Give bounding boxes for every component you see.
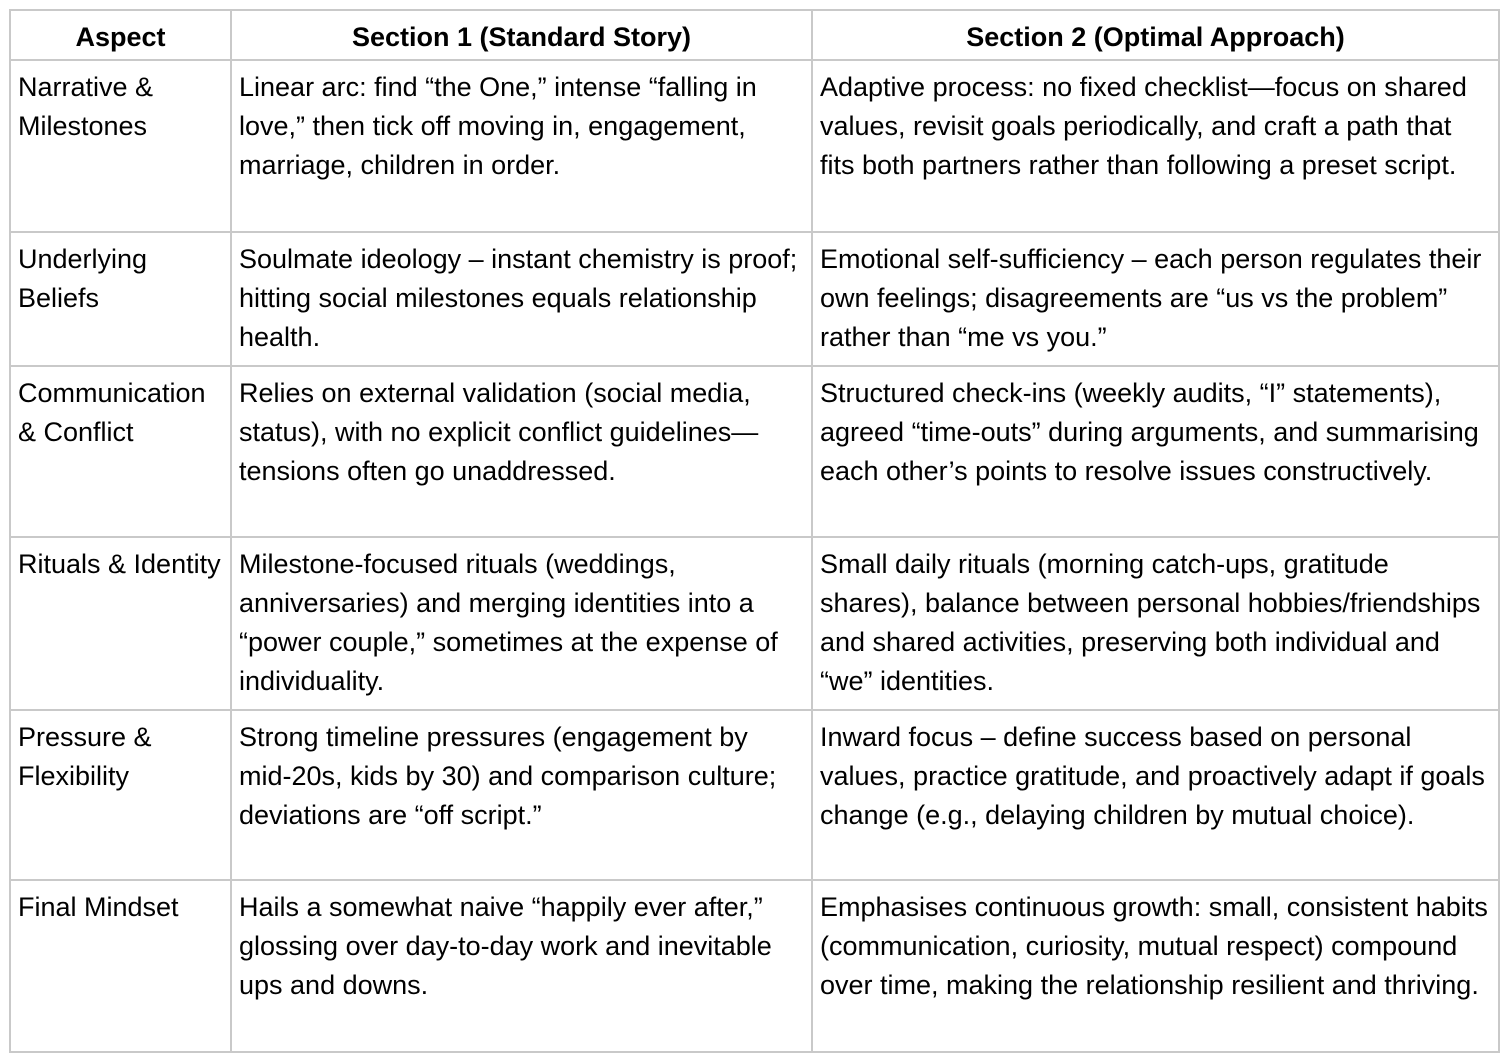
header-section-1: Section 1 (Standard Story) [231, 10, 812, 60]
table-row [10, 710, 1499, 880]
optimal-approach-cell: Emphasises continuous growth: small, consistent habits (communication, curiosity, mutual respect) compound over time, making the relationship resilient and thriving. [812, 880, 1499, 1052]
standard-story-cell: Linear arc: find “the One,” intense “falling in love,” then tick off moving in, engagement, marriage, children in order. [231, 60, 812, 232]
optimal-approach-cell: Small daily rituals (morning catch-ups, gratitude shares), balance between personal hobbies/friendships and shared activities, preserving both individual and “we” identities. [812, 537, 1499, 710]
table-row [10, 537, 1499, 710]
aspect-cell: Pressure & Flexibility [10, 710, 231, 880]
aspect-cell: Rituals & Identity [10, 537, 231, 710]
standard-story-cell: Milestone-focused rituals (weddings, anniversaries) and merging identities into a “power couple,” sometimes at the expense of individuality. [231, 537, 812, 710]
standard-story-cell: Hails a somewhat naive “happily ever after,” glossing over day-to-day work and inevitable ups and downs. [231, 880, 812, 1052]
aspect-cell: Final Mindset [10, 880, 231, 1052]
optimal-approach-cell: Inward focus – define success based on personal values, practice gratitude, and proactively adapt if goals change (e.g., delaying children by mutual choice). [812, 710, 1499, 880]
header-row [10, 10, 1499, 60]
table-row [10, 366, 1499, 537]
optimal-approach-cell: Structured check-ins (weekly audits, “I” statements), agreed “time-outs” during arguments, and summarising each other’s points to resolve issues constructively. [812, 366, 1499, 537]
standard-story-cell: Strong timeline pressures (engagement by mid-20s, kids by 30) and comparison culture; deviations are “off script.” [231, 710, 812, 880]
standard-story-cell: Soulmate ideology – instant chemistry is proof; hitting social milestones equals relationship health. [231, 232, 812, 366]
aspect-cell: Narrative & Milestones [10, 60, 231, 232]
table-row [10, 880, 1499, 1052]
optimal-approach-cell: Adaptive process: no fixed checklist—focus on shared values, revisit goals periodically, and craft a path that fits both partners rather than following a preset script. [812, 60, 1499, 232]
aspect-cell: Communication & Conflict [10, 366, 231, 537]
table-row [10, 232, 1499, 366]
table-row [10, 60, 1499, 232]
aspect-cell: Underlying Beliefs [10, 232, 231, 366]
standard-story-cell: Relies on external validation (social media, status), with no explicit conflict guidelines—tensions often go unaddressed. [231, 366, 812, 537]
optimal-approach-cell: Emotional self-sufficiency – each person regulates their own feelings; disagreements are “us vs the problem” rather than “me vs you.” [812, 232, 1499, 366]
comparison-table-container [9, 9, 1500, 1053]
header-aspect: Aspect [10, 10, 231, 60]
comparison-table [9, 9, 1500, 1053]
header-section-2: Section 2 (Optimal Approach) [812, 10, 1499, 60]
